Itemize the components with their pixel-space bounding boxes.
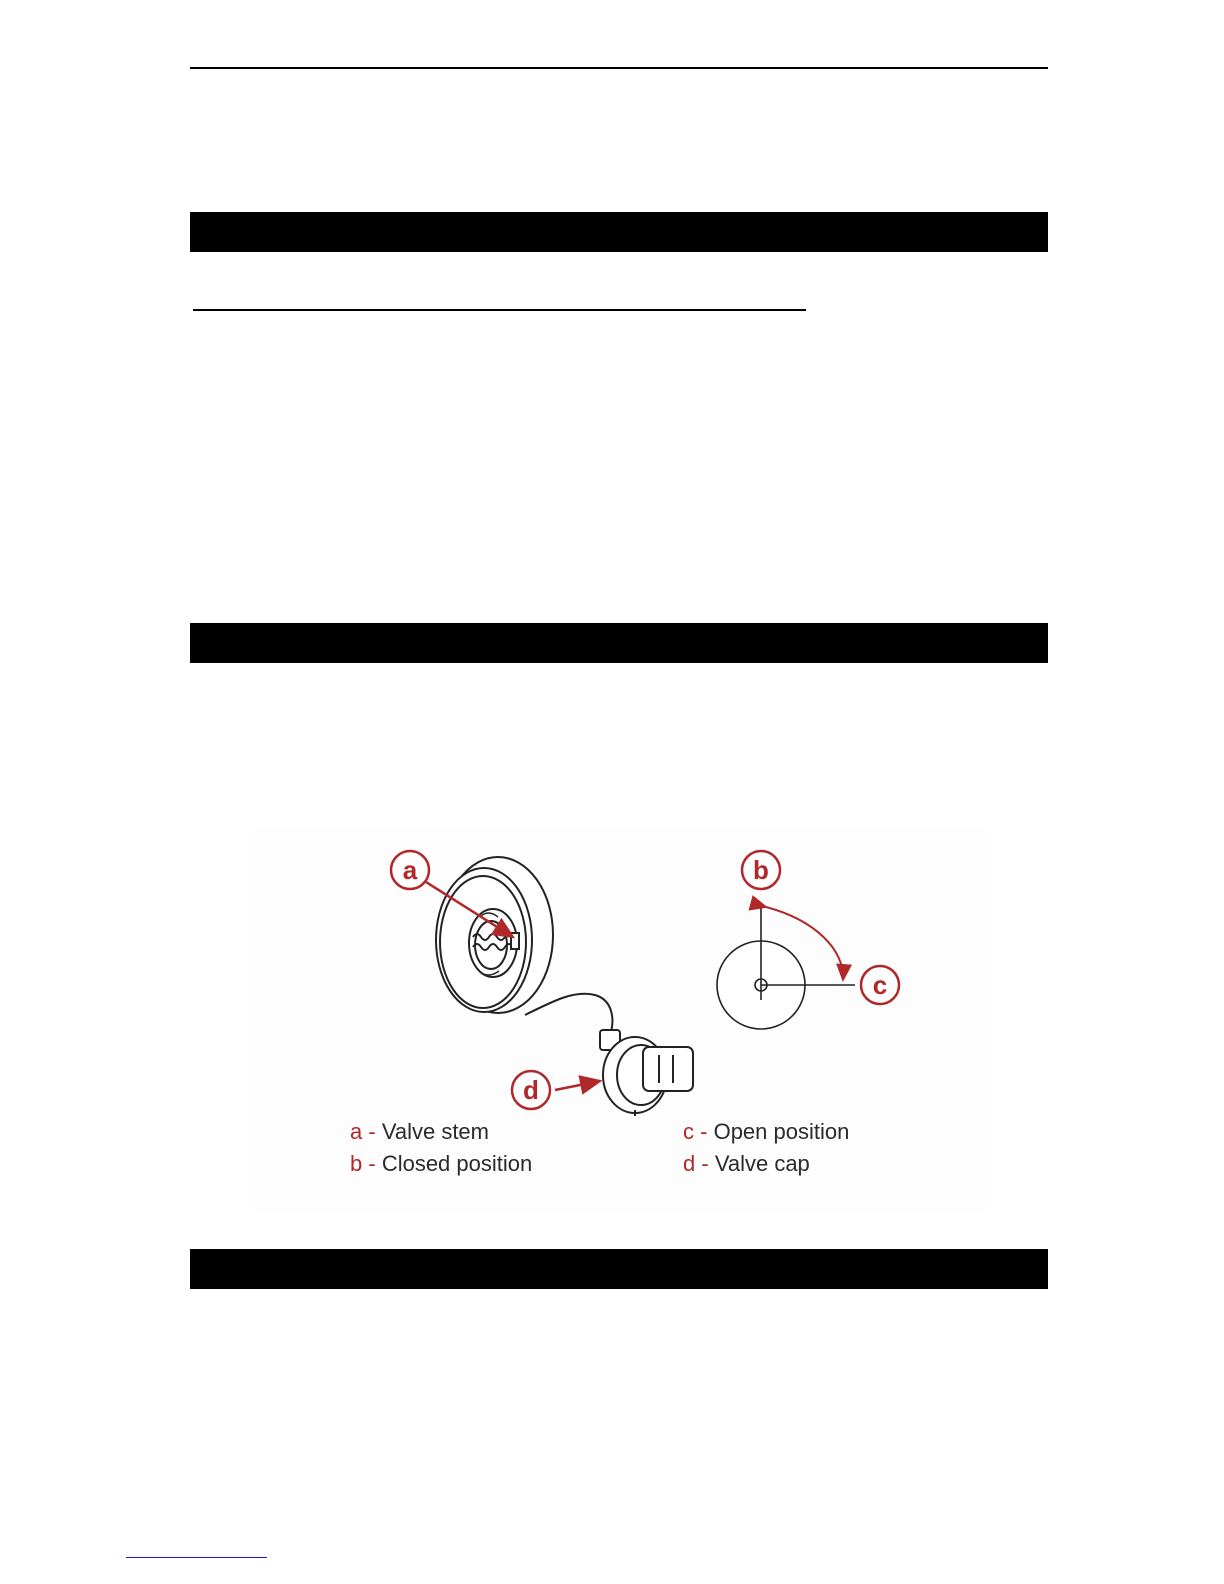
legend-item-a bbox=[350, 1119, 489, 1145]
legend-key: a - bbox=[350, 1119, 376, 1144]
legend-label: Valve cap bbox=[714, 1151, 810, 1176]
legend-key: c - bbox=[683, 1119, 708, 1144]
subheading-underline bbox=[193, 309, 806, 311]
section-heading-bar-2 bbox=[190, 623, 1048, 663]
footer-link-underline[interactable] bbox=[126, 1557, 267, 1558]
callout-a-label: a bbox=[402, 855, 418, 885]
position-diagram bbox=[717, 905, 855, 1029]
legend-item-c bbox=[683, 1119, 849, 1145]
section-heading-bar-1 bbox=[190, 212, 1048, 252]
callout-b-label: b bbox=[753, 855, 769, 885]
callout-d-label: d bbox=[523, 1075, 539, 1105]
legend-key: b - bbox=[350, 1151, 376, 1176]
valve-cap bbox=[600, 1030, 693, 1116]
legend-key: d - bbox=[683, 1151, 709, 1176]
legend-item-b bbox=[350, 1151, 532, 1177]
header-rule bbox=[190, 67, 1048, 69]
callout-c-label: c bbox=[872, 970, 888, 1000]
callout-d-leader bbox=[555, 1081, 600, 1090]
legend-item-d bbox=[683, 1151, 810, 1177]
legend-label: Valve stem bbox=[381, 1119, 489, 1144]
valve-diagram-figure bbox=[255, 825, 985, 1215]
legend-label: Open position bbox=[713, 1119, 850, 1144]
section-heading-bar-3 bbox=[190, 1249, 1048, 1289]
tether-cord bbox=[525, 994, 612, 1035]
legend-label: Closed position bbox=[381, 1151, 533, 1176]
